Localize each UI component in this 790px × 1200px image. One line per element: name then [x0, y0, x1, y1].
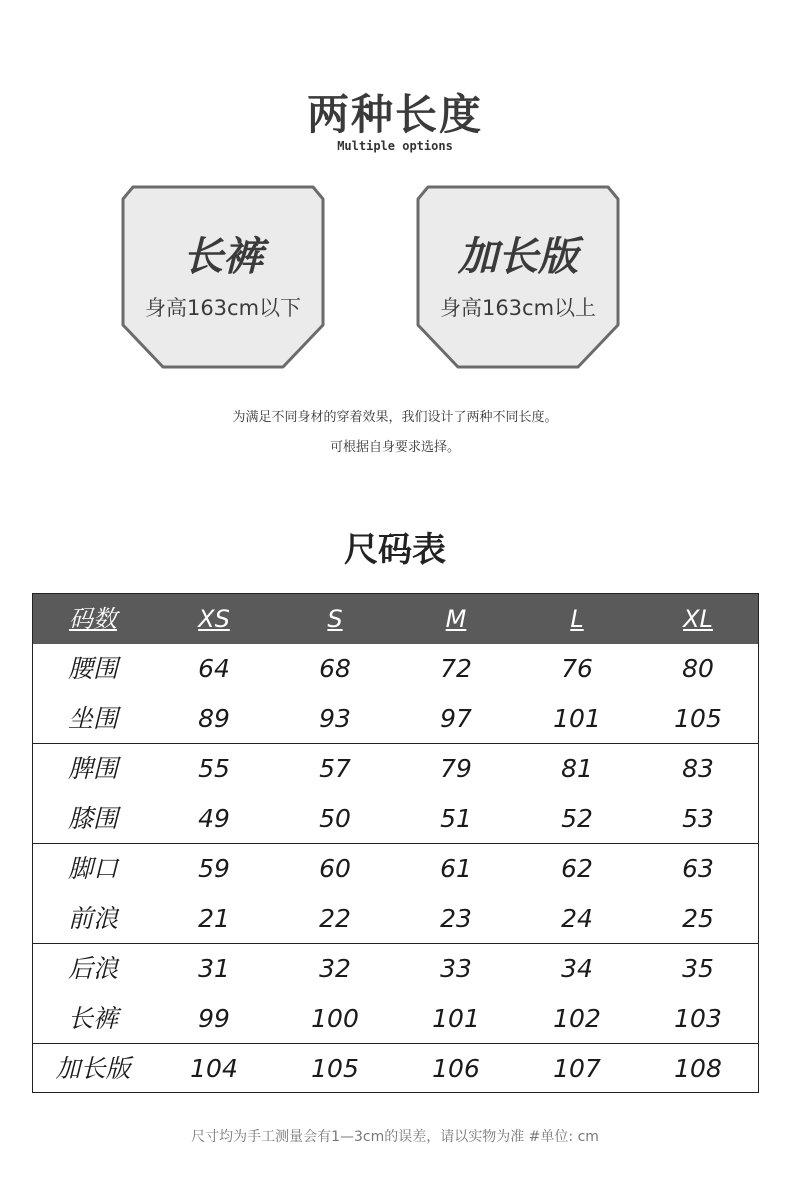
table-cell: 105: [674, 704, 722, 733]
option-height: 身高163cm以上: [439, 296, 597, 320]
table-cell: 103: [674, 1004, 722, 1033]
option-name: 长裤: [183, 234, 263, 280]
table-cell: 68: [319, 654, 351, 683]
header-cell-size: XS: [198, 605, 230, 633]
table-cell: 61: [440, 854, 472, 883]
table-cell: 51: [440, 804, 472, 833]
table-cell: 34: [561, 954, 593, 983]
row-label: 腰围: [67, 654, 118, 683]
row-divider: [33, 843, 758, 844]
row-divider: [33, 1043, 758, 1044]
option-card-extended: [416, 185, 620, 369]
table-cell: 100: [311, 1004, 359, 1033]
header-cell-size: M: [445, 605, 467, 633]
row-label: 长裤: [67, 1004, 118, 1033]
table-cell: 99: [198, 1004, 230, 1033]
row-label: 加长版: [55, 1054, 131, 1083]
table-cell: 72: [440, 654, 472, 683]
table-cell: 50: [319, 804, 351, 833]
table-cell: 24: [561, 904, 593, 933]
row-label: 前浪: [67, 904, 118, 933]
option-name: 加长版: [458, 234, 578, 280]
size-chart-title: 尺码表: [344, 530, 446, 570]
row-label: 坐围: [67, 704, 118, 733]
table-cell: 104: [190, 1054, 238, 1083]
option-card-regular: [121, 185, 325, 369]
table-cell: 97: [440, 704, 472, 733]
table-cell: 102: [553, 1004, 601, 1033]
table-row: [33, 994, 758, 1044]
table-cell: 80: [682, 654, 714, 683]
header-cell-size: XL: [683, 605, 713, 633]
table-cell: 59: [198, 854, 230, 883]
table-row: [33, 944, 758, 994]
row-label: 脚口: [67, 854, 118, 883]
table-cell: 49: [198, 804, 230, 833]
table-cell: 22: [319, 904, 351, 933]
table-cell: 57: [319, 754, 351, 783]
header-cell-label: 码数: [69, 605, 117, 633]
header-cell-size: L: [570, 605, 584, 633]
table-cell: 101: [553, 704, 601, 733]
table-cell: 79: [440, 754, 472, 783]
row-label: 后浪: [67, 954, 118, 983]
table-cell: 76: [561, 654, 593, 683]
table-cell: 21: [198, 904, 230, 933]
table-cell: 101: [432, 1004, 480, 1033]
table-row: [33, 794, 758, 844]
table-row: [33, 894, 758, 944]
description-line: 为满足不同身材的穿着效果，我们设计了两种不同长度。: [232, 410, 558, 425]
table-cell: 107: [553, 1054, 601, 1083]
size-chart-table: [32, 593, 759, 1093]
header-cell-size: S: [327, 605, 343, 633]
description-line: 可根据自身要求选择。: [329, 440, 460, 455]
table-cell: 55: [198, 754, 230, 783]
table-cell: 62: [561, 854, 593, 883]
table-cell: 31: [198, 954, 230, 983]
table-row: [33, 694, 758, 744]
table-row: [33, 844, 758, 894]
table-cell: 106: [432, 1054, 480, 1083]
table-cell: 93: [319, 704, 351, 733]
table-cell: 23: [440, 904, 472, 933]
page-title: 两种长度: [306, 90, 483, 139]
option-height: 身高163cm以下: [144, 296, 302, 320]
row-divider: [33, 743, 758, 744]
table-row: [33, 644, 758, 694]
page-subtitle: Multiple options: [337, 139, 453, 153]
table-cell: 33: [440, 954, 472, 983]
table-row: [33, 1044, 758, 1094]
table-cell: 108: [674, 1054, 722, 1083]
table-cell: 32: [319, 954, 351, 983]
table-cell: 64: [198, 654, 230, 683]
table-cell: 81: [561, 754, 593, 783]
table-cell: 60: [319, 854, 351, 883]
row-label: 膝围: [67, 804, 118, 833]
table-cell: 52: [561, 804, 593, 833]
footer-note: 尺寸均为手工测量会有1—3cm的误差，请以实物为准 #单位: cm: [191, 1129, 599, 1145]
table-cell: 89: [198, 704, 230, 733]
row-divider: [33, 943, 758, 944]
table-header: [33, 594, 758, 644]
table-cell: 53: [682, 804, 714, 833]
table-row: [33, 744, 758, 794]
table-cell: 25: [682, 904, 714, 933]
table-cell: 35: [682, 954, 714, 983]
table-cell: 63: [682, 854, 714, 883]
table-cell: 83: [682, 754, 714, 783]
table-cell: 105: [311, 1054, 359, 1083]
row-label: 脾围: [67, 754, 118, 783]
